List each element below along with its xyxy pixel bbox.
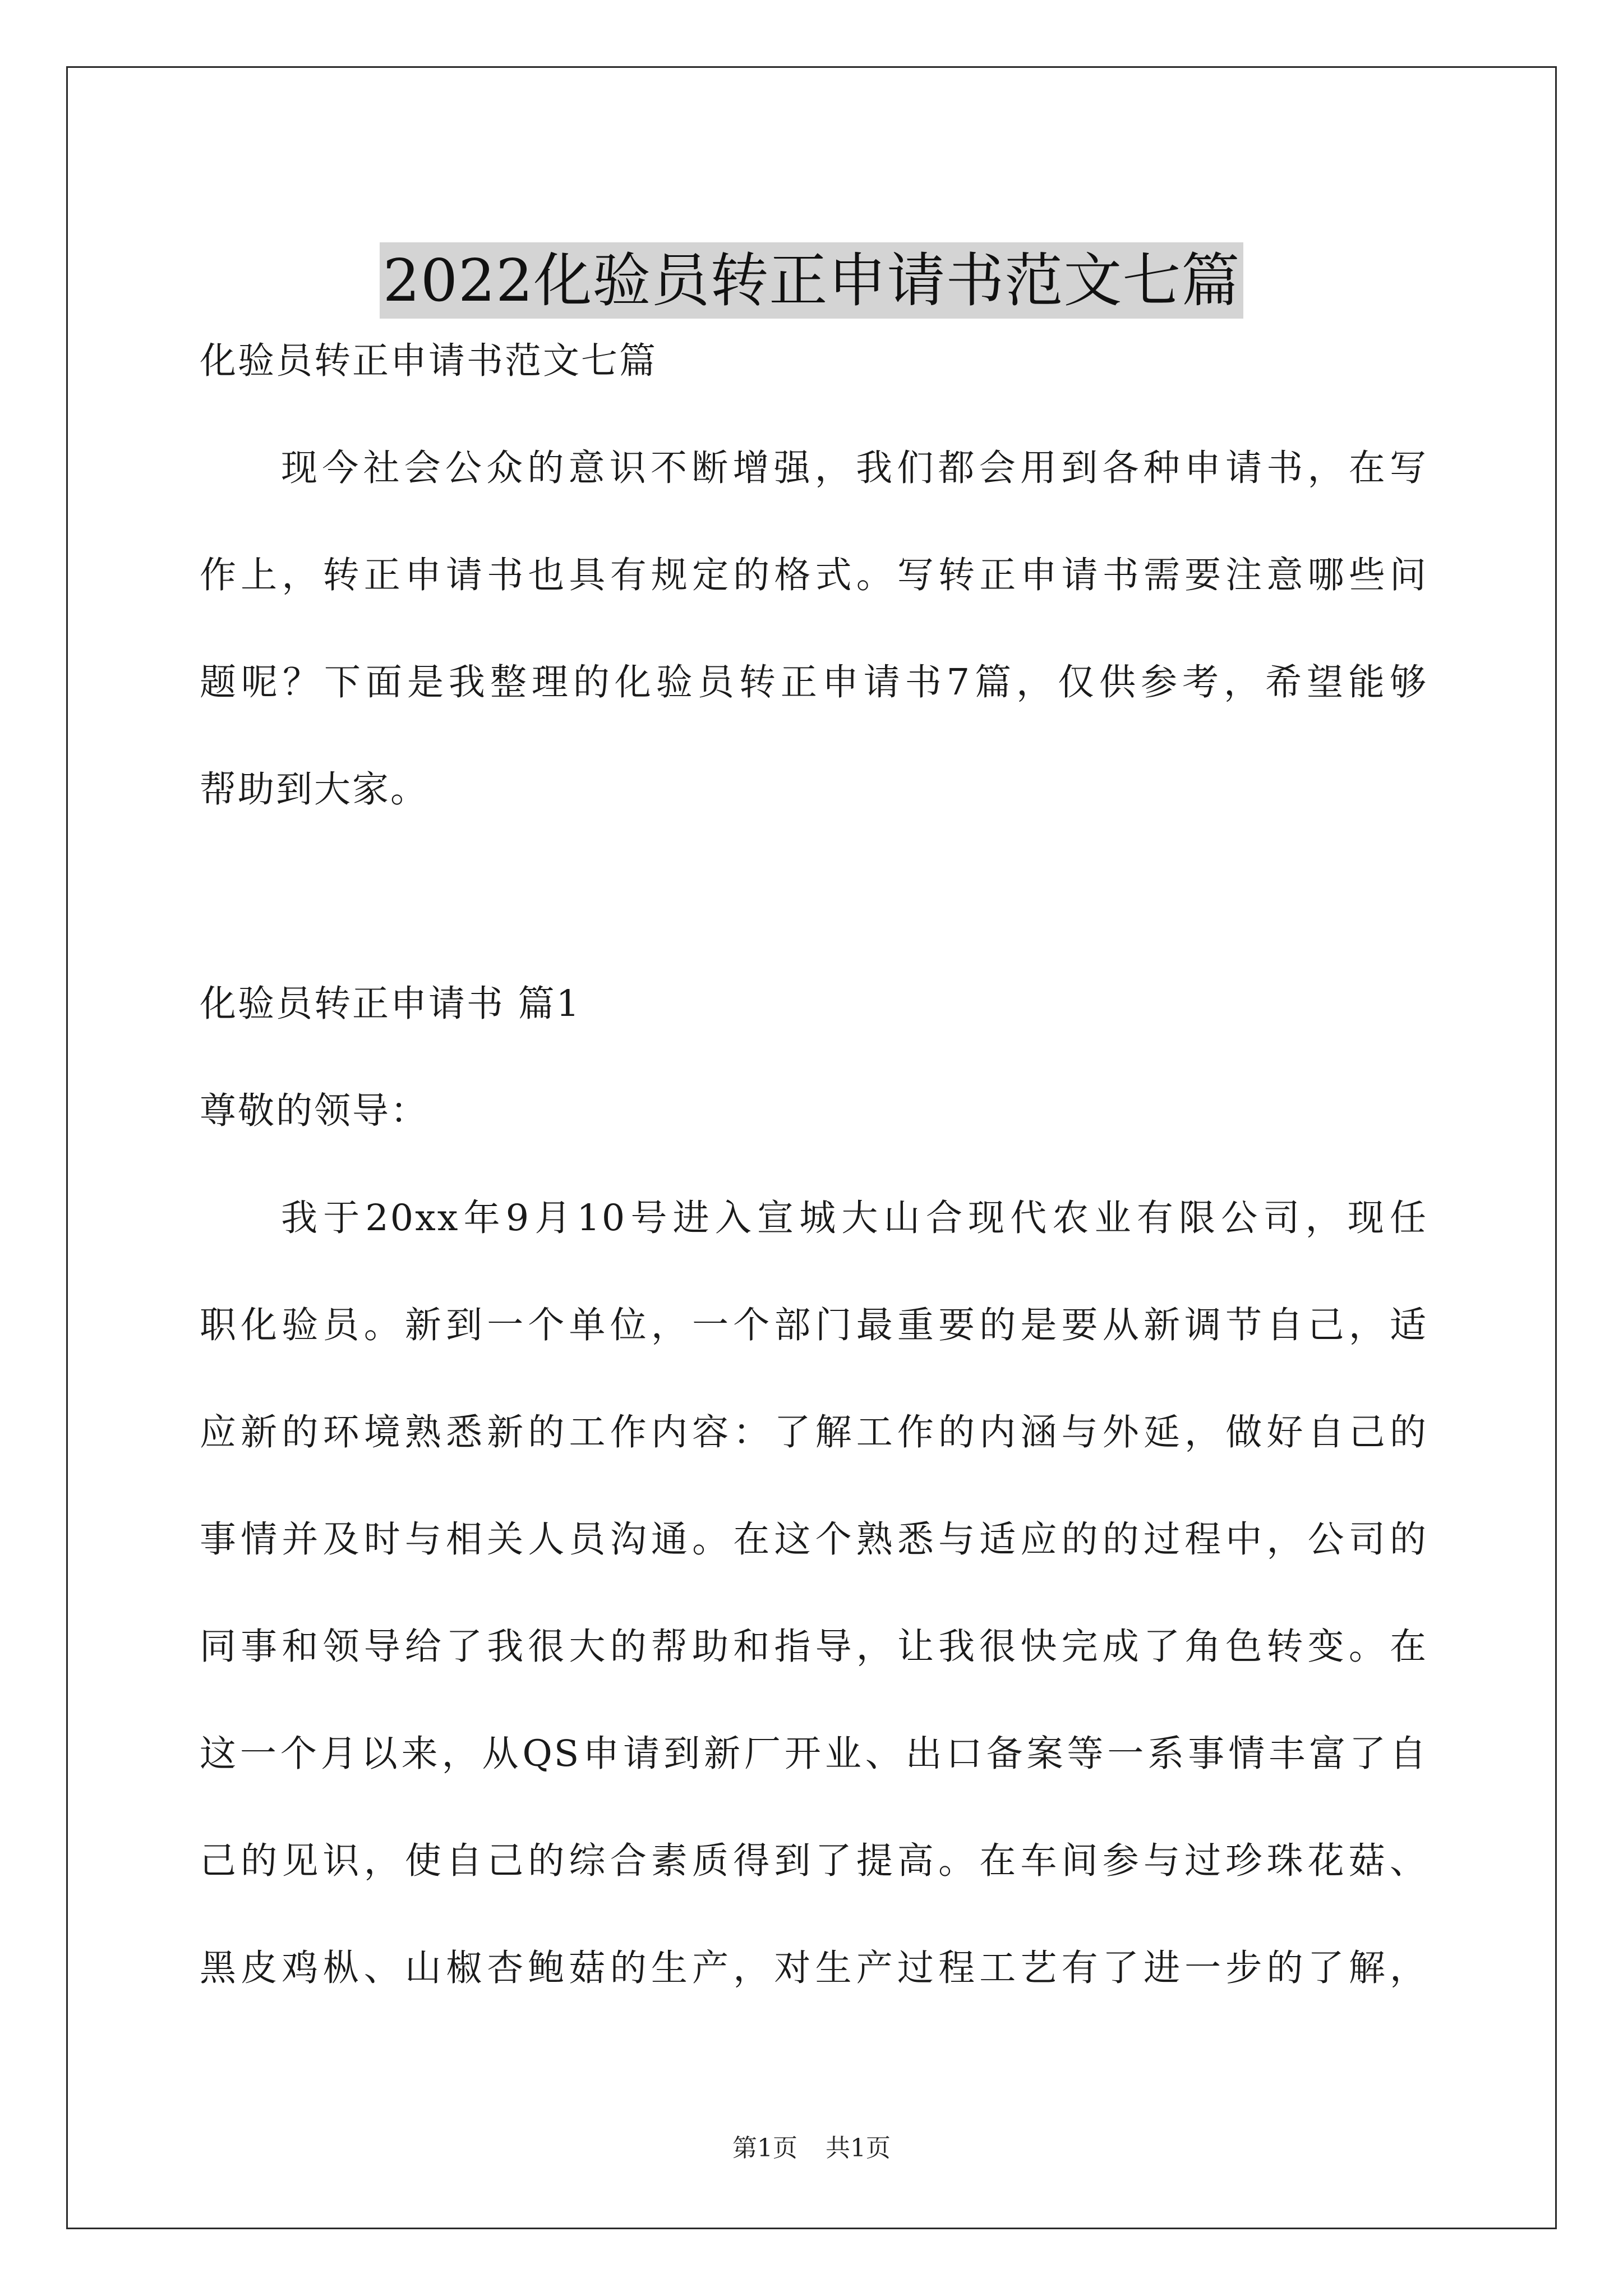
body-line: 同事和领导给了我很大的帮助和指导，让我很快完成了角色转变。在 bbox=[200, 1626, 1428, 1668]
body-line: 应新的环境熟悉新的工作内容：了解工作的内涵与外延，做好自己的 bbox=[200, 1411, 1428, 1453]
page-number: 第1页 bbox=[732, 2134, 797, 2162]
salutation: 尊敬的领导： bbox=[200, 1090, 429, 1132]
page-footer bbox=[0, 2132, 1623, 2165]
intro-line: 现今社会公众的意识不断增强，我们都会用到各种申请书，在写 bbox=[281, 447, 1428, 489]
page-total: 共1页 bbox=[826, 2134, 891, 2162]
paragraph-gap bbox=[200, 843, 1428, 950]
intro-line: 题呢？下面是我整理的化验员转正申请书7篇，仅供参考，希望能够 bbox=[200, 661, 1428, 703]
document-title: 2022化验员转正申请书范文七篇 bbox=[380, 242, 1244, 319]
body-line: 黑皮鸡枞、山椒杏鲍菇的生产，对生产过程工艺有了进一步的了解， bbox=[200, 1947, 1428, 1989]
intro-line: 作上，转正申请书也具有规定的格式。写转正申请书需要注意哪些问 bbox=[200, 554, 1428, 596]
body-line: 己的见识，使自己的综合素质得到了提高。在车间参与过珍珠花菇、 bbox=[200, 1840, 1428, 1882]
body-line: 职化验员。新到一个单位，一个部门最重要的是要从新调节自己，适 bbox=[200, 1304, 1428, 1346]
document-body bbox=[200, 307, 1428, 2022]
subtitle: 化验员转正申请书范文七篇 bbox=[200, 340, 658, 382]
body-line: 这一个月以来，从QS申请到新厂开业、出口备案等一系事情丰富了自 bbox=[200, 1733, 1428, 1775]
body-line: 事情并及时与相关人员沟通。在这个熟悉与适应的的过程中，公司的 bbox=[200, 1519, 1428, 1561]
intro-line: 帮助到大家。 bbox=[200, 769, 429, 811]
body-line: 我于20xx年9月10号进入宣城大山合现代农业有限公司，现任 bbox=[281, 1197, 1428, 1239]
section-heading: 化验员转正申请书 篇1 bbox=[200, 983, 582, 1025]
